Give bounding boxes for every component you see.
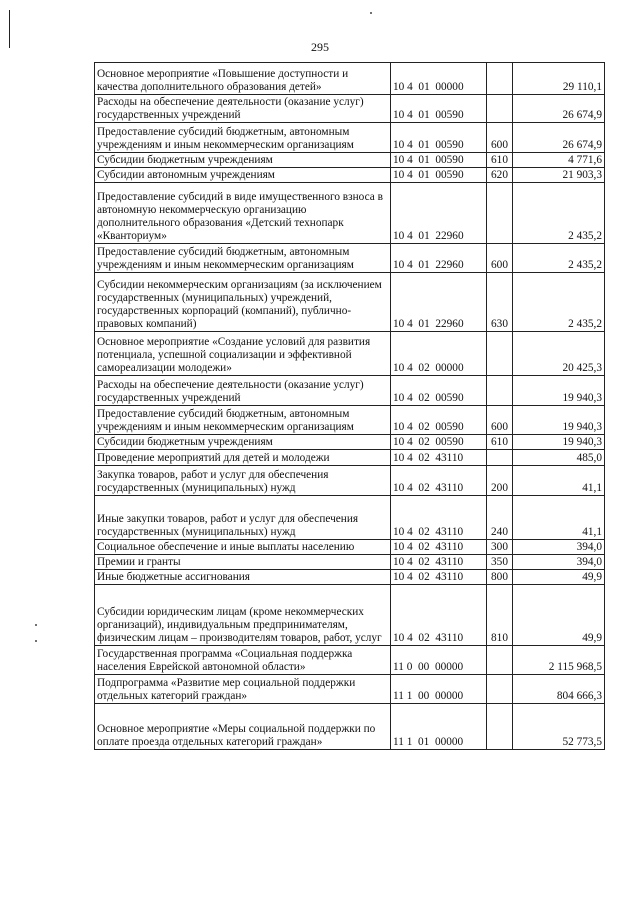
row-amount: 19 940,3 — [513, 435, 605, 450]
row-expense-type — [487, 183, 513, 244]
row-description: Субсидии некоммерческим организациям (за исключением государственных (муниципальных) учреждений, государственных корпораций (компаний), публично-правовых компаний) — [95, 273, 391, 332]
row-expense-type — [487, 63, 513, 95]
row-amount: 2 435,2 — [513, 183, 605, 244]
row-expense-type: 620 — [487, 168, 513, 183]
table-row — [95, 646, 605, 675]
row-code: 10 4 02 00000 — [391, 332, 487, 376]
row-code: 10 4 02 43110 — [391, 496, 487, 540]
row-description: Предоставление субсидий бюджетным, автономным учреждениям и иным некоммерческим организациям — [95, 123, 391, 153]
row-code: 10 4 02 43110 — [391, 540, 487, 555]
row-code: 10 4 02 00590 — [391, 406, 487, 435]
row-expense-type: 600 — [487, 123, 513, 153]
scan-speck — [35, 624, 37, 626]
row-amount: 2 435,2 — [513, 244, 605, 273]
row-description: Предоставление субсидий бюджетным, автономным учреждениям и иным некоммерческим организациям — [95, 244, 391, 273]
row-expense-type: 240 — [487, 496, 513, 540]
row-amount: 4 771,6 — [513, 153, 605, 168]
row-expense-type — [487, 332, 513, 376]
row-description: Субсидии автономным учреждениям — [95, 168, 391, 183]
row-code: 10 4 01 22960 — [391, 273, 487, 332]
table-row — [95, 406, 605, 435]
row-description: Расходы на обеспечение деятельности (оказание услуг) государственных учреждений — [95, 95, 391, 123]
row-amount: 20 425,3 — [513, 332, 605, 376]
row-code: 10 4 01 00590 — [391, 123, 487, 153]
table-row — [95, 675, 605, 704]
row-description: Основное мероприятие «Создание условий для развития потенциала, успешной социализации и эффективной самореализации молодежи» — [95, 332, 391, 376]
row-description: Премии и гранты — [95, 555, 391, 570]
row-expense-type — [487, 376, 513, 406]
row-expense-type: 610 — [487, 153, 513, 168]
row-code: 11 1 00 00000 — [391, 675, 487, 704]
page-number: 295 — [311, 40, 329, 54]
table-row — [95, 332, 605, 376]
row-code: 10 4 01 00590 — [391, 168, 487, 183]
row-code: 10 4 01 22960 — [391, 183, 487, 244]
row-code: 10 4 02 43110 — [391, 555, 487, 570]
table-row — [95, 123, 605, 153]
budget-table — [94, 62, 605, 750]
row-code: 10 4 02 00590 — [391, 376, 487, 406]
row-amount: 485,0 — [513, 450, 605, 466]
row-expense-type: 600 — [487, 406, 513, 435]
table-row — [95, 450, 605, 466]
table-row — [95, 63, 605, 95]
table-row — [95, 704, 605, 750]
row-expense-type: 300 — [487, 540, 513, 555]
row-amount: 26 674,9 — [513, 123, 605, 153]
row-expense-type: 350 — [487, 555, 513, 570]
row-description: Субсидии бюджетным учреждениям — [95, 153, 391, 168]
row-expense-type: 200 — [487, 466, 513, 496]
row-description: Субсидии бюджетным учреждениям — [95, 435, 391, 450]
row-expense-type — [487, 704, 513, 750]
table-row — [95, 183, 605, 244]
row-amount: 52 773,5 — [513, 704, 605, 750]
table-row — [95, 273, 605, 332]
row-code: 11 0 00 00000 — [391, 646, 487, 675]
table-row — [95, 244, 605, 273]
row-code: 10 4 01 00590 — [391, 153, 487, 168]
table-row — [95, 466, 605, 496]
table-row — [95, 435, 605, 450]
table-row — [95, 540, 605, 555]
row-expense-type — [487, 646, 513, 675]
row-description: Подпрограмма «Развитие мер социальной поддержки отдельных категорий граждан» — [95, 675, 391, 704]
row-code: 10 4 02 00590 — [391, 435, 487, 450]
row-amount: 21 903,3 — [513, 168, 605, 183]
row-description: Основное мероприятие «Повышение доступности и качества дополнительного образования детей» — [95, 63, 391, 95]
row-description: Закупка товаров, работ и услуг для обеспечения государственных (муниципальных) нужд — [95, 466, 391, 496]
row-amount: 49,9 — [513, 570, 605, 585]
row-expense-type: 630 — [487, 273, 513, 332]
row-expense-type — [487, 450, 513, 466]
row-amount: 26 674,9 — [513, 95, 605, 123]
row-code: 10 4 01 22960 — [391, 244, 487, 273]
row-description: Социальное обеспечение и иные выплаты населению — [95, 540, 391, 555]
row-description: Государственная программа «Социальная поддержка населения Еврейской автономной области» — [95, 646, 391, 675]
row-amount: 394,0 — [513, 540, 605, 555]
row-description: Расходы на обеспечение деятельности (оказание услуг) государственных учреждений — [95, 376, 391, 406]
row-description: Предоставление субсидий в виде имущественного взноса в автономную некоммерческую организацию дополнительного образования «Детский технопарк «Кванториум» — [95, 183, 391, 244]
row-amount: 2 435,2 — [513, 273, 605, 332]
table-row — [95, 168, 605, 183]
row-description: Иные бюджетные ассигнования — [95, 570, 391, 585]
row-amount: 2 115 968,5 — [513, 646, 605, 675]
table-row — [95, 570, 605, 585]
table-row — [95, 585, 605, 646]
row-expense-type: 610 — [487, 435, 513, 450]
row-description: Иные закупки товаров, работ и услуг для обеспечения государственных (муниципальных) нужд — [95, 496, 391, 540]
row-description: Субсидии юридическим лицам (кроме некоммерческих организаций), индивидуальным предпринимателям, физическим лицам – производителям товаров, работ, услуг — [95, 585, 391, 646]
row-code: 10 4 02 43110 — [391, 570, 487, 585]
table-row — [95, 95, 605, 123]
row-amount: 41,1 — [513, 466, 605, 496]
row-code: 10 4 02 43110 — [391, 585, 487, 646]
scan-speck — [35, 640, 37, 642]
row-amount: 29 110,1 — [513, 63, 605, 95]
row-code: 10 4 01 00590 — [391, 95, 487, 123]
row-code: 10 4 02 43110 — [391, 450, 487, 466]
scan-speck — [370, 12, 372, 14]
row-code: 11 1 01 00000 — [391, 704, 487, 750]
row-expense-type: 600 — [487, 244, 513, 273]
table-row — [95, 555, 605, 570]
row-expense-type: 810 — [487, 585, 513, 646]
table-row — [95, 376, 605, 406]
row-expense-type: 800 — [487, 570, 513, 585]
table-row — [95, 153, 605, 168]
row-code: 10 4 01 00000 — [391, 63, 487, 95]
row-expense-type — [487, 675, 513, 704]
row-amount: 394,0 — [513, 555, 605, 570]
row-amount: 49,9 — [513, 585, 605, 646]
row-description: Предоставление субсидий бюджетным, автономным учреждениям и иным некоммерческим организациям — [95, 406, 391, 435]
row-amount: 19 940,3 — [513, 376, 605, 406]
row-code: 10 4 02 43110 — [391, 466, 487, 496]
row-description: Основное мероприятие «Меры социальной поддержки по оплате проезда отдельных категорий граждан» — [95, 704, 391, 750]
row-amount: 19 940,3 — [513, 406, 605, 435]
row-description: Проведение мероприятий для детей и молодежи — [95, 450, 391, 466]
row-expense-type — [487, 95, 513, 123]
table-row — [95, 496, 605, 540]
row-amount: 804 666,3 — [513, 675, 605, 704]
row-amount: 41,1 — [513, 496, 605, 540]
